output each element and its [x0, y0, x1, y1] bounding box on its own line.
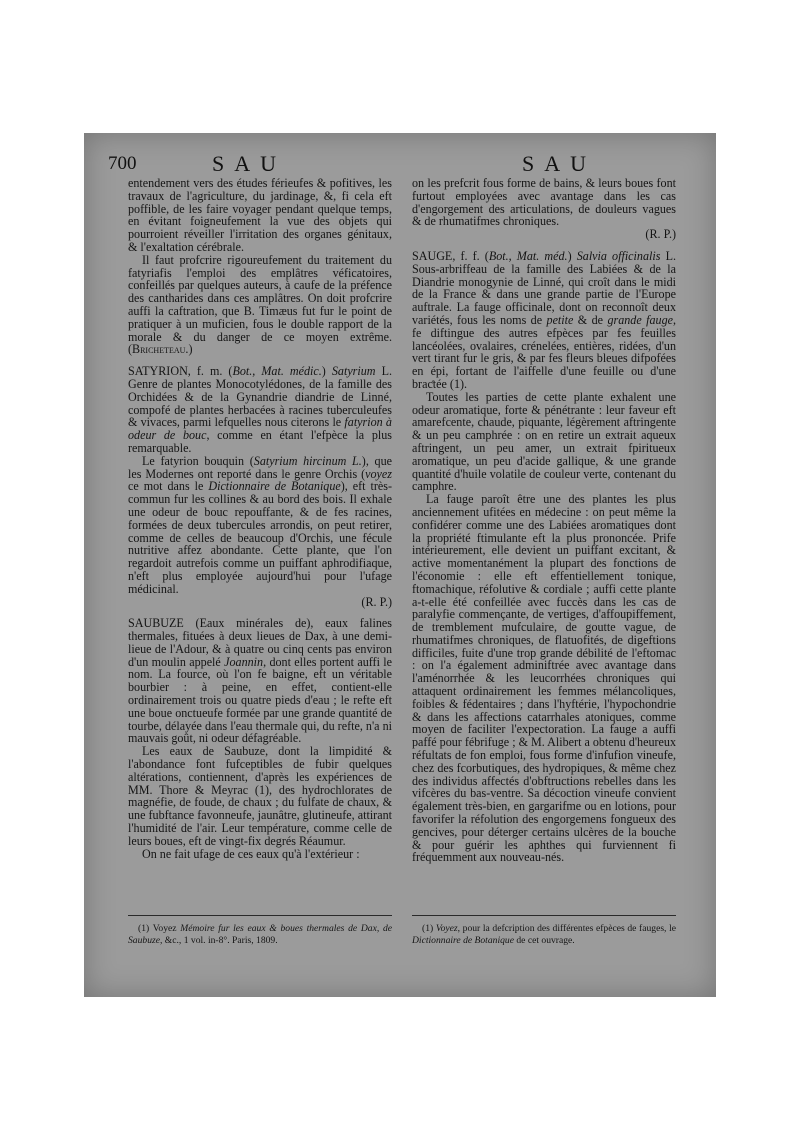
- paragraph-text: Il faut profcrire rigoureufement du traitement du fatyriafis l'emploi des emplâtres véficatoires, confeillés par quelques auteurs, à caufe de la préfence des cantharides dans ces amplâtres. On doit profcrire auffi la caftration, que B. Timæus fut fur le point de pratiquer à un muficien, fous le double rapport de la morale & du danger de ce moyen extrême.: [128, 252, 392, 344]
- paragraph: on les prefcrit fous forme de bains, & leurs boues font furtout employées avec avantage dans les cas d'engorgement des articulations, de douleurs vagues & de rhumatifmes chroniques.: [412, 176, 676, 229]
- entry-text: , dont elles portent auffi le nom. La fource, où l'on fe baigne, eft un véritable bourbier : à peine, en effet, contient-elle ordinairement trois ou quatre pieds d'eau ; le refte eft une boue onctueufe formée par une grande quantité de tourbe, délayée dans l'eau thermale qui, du refte, n'a ni mauvais goût, ni odeur défagréable.: [128, 654, 392, 746]
- italic-term: Joannin: [224, 654, 264, 669]
- author-signature: (Bricheteau.): [128, 342, 193, 357]
- text: ), eft très-commun fur les collines & au bord des bois. Il exhale une odeur de bouc repouffante, & de fes racines, formées de deux tubercules arrondis, on peut retirer, comme de celles de beaucoup d'Orchis, une fécule nutritive affez abondante. Cette plante, que l'on regardoit autrefois comme un puiffant aphrodifiaque, n'eft plus employée aujourd'hui pour l'ufage médicinal.: [128, 479, 393, 596]
- book-title: Dictionnaire de Botanique: [208, 479, 341, 494]
- right-column: [412, 177, 676, 864]
- text: Le fatyrion bouquin (: [142, 453, 254, 468]
- page-number: 700: [108, 153, 137, 174]
- cross-ref: Voyez: [435, 923, 458, 934]
- entry-text: , fe diftingue des autres efpèces par fes feuilles lancéolées, ovalaires, crénelées, entières, ridées, d'un vert tirant fur le gris, & par fes fleurs bleues difpofées en épi, fortant de l'aiffelle d'une feuille ou d'une braƈtée (1).: [412, 312, 677, 391]
- right-running-head: SAU: [522, 151, 597, 176]
- entry-saubuze: [128, 617, 392, 745]
- footnote-rule: [412, 915, 676, 916]
- entry-text: L. Sous-arbriffeau de la famille des Labiées & de la Diandrie monogynie de Linné, qui croît dans le midi de la France & dans une grande partie de l'Europe auftrale. La fauge officinale, dont on reconnoît deux variétés, fous les noms de: [412, 248, 676, 327]
- entry-category: Bot., Mat. médic.: [232, 364, 322, 379]
- paragraph: On ne fait ufage de ces eaux qu'à l'extérieur :: [142, 846, 360, 861]
- scanned-page: [84, 133, 716, 997]
- entry-headword: SAUGE, f. f. (: [412, 248, 489, 263]
- latin-name: Salvia officinalis: [576, 248, 661, 263]
- text: ), que les Modernes ont reporté dans le genre Orchis (: [128, 453, 392, 481]
- entry-bracket: ): [567, 248, 572, 263]
- entry-text: , comme en étant l'efpèce la plus remarquable.: [128, 428, 393, 455]
- paragraph: La fauge paroît être une des plantes les plus anciennement ufitées en médecine : on peut même la confidérer comme une des Labiées aromatiques dont la propriété ftimulante eft la plus prononcée. Prife intérieurement, elle devient un puiffant excitant, & active momentanément la plupart des fonctions de l'économie : elle eft effentiellement tonique, ftomachique, réfolutive & cordiale ; auffi cette plante a-t-elle été confeillée avec fuccès dans les cas de paralyfie commençante, de vertiges, d'affoupiffement, de tremblement mufculaire, de goutte vague, de rhumatifmes chroniques, de flatuofités, de digeftions difficiles, fuite d'une trop grande débilité de l'eftomac : on l'a également adminiftrée avec avantage dans l'aménorrhée & les leucorrhées chroniques qui attaquent ordinairement les femmes mélancoliques, foibles & fédentaires ; dans l'hyftérie, l'hypochondrie & dans les affections catarrhales atoniques, comme moyen de faciliter l'expectoration. La fauge a auffi paffé pour fébrifuge ; & M. Alibert a obtenu d'heureux réfultats de fon emploi, fous forme d'infufion vineufe, chez des fcorbutiques, des hydropiques, & même chez des individus affectés d'obftructions rebelles dans les vifcères du bas-ventre. Sa décoction vineufe convient également très-bien, en gargarifme ou en lotions, pour favorifer la réfolution des engorgemens fongueux des gencives, pour déterger certains ulcères de la bouche & pour guérir les aphthes qui furviennent fi fréquemment aux nouveau-nés.: [412, 492, 676, 865]
- paragraph: [128, 254, 392, 356]
- paragraph: entendement vers des études férieufes & pofitives, les travaux de l'agriculture, du jardinage, &, fi cela eft poffible, de les faire voyager pendant quelque temps, en évitant foigneufement la vue des objets qui pourroient réveiller l'irritation des organes génitaux, & l'exaltation cérébrale.: [128, 176, 392, 254]
- entry-text: L. Genre de plantes Monocotylédones, de la famille des Orchidées & de la Gynandrie diandrie de Linné, compofé de plantes herbacées à racines tuberculeufes & vivaces, parmi lefquelles nous citerons le: [128, 364, 392, 430]
- left-running-head: SAU: [212, 151, 287, 176]
- latin-name: Satyrium hircinum L.: [253, 453, 362, 468]
- text: &: [577, 312, 588, 327]
- footnote-left: [128, 923, 392, 947]
- text: , pour la defcription des différentes efpèces de fauges, le: [457, 923, 676, 934]
- text: de: [591, 312, 604, 327]
- left-column: [128, 177, 392, 860]
- italic-term: petite: [546, 312, 574, 327]
- book-title: Dictionnaire de Botanique: [412, 935, 514, 946]
- text: (1): [422, 923, 434, 934]
- author-signature: (R. P.): [645, 227, 676, 242]
- author-signature: (R. P.): [361, 594, 392, 609]
- paragraph: Les eaux de Saubuze, dont la limpidité & l'abondance font fufceptibles de fubir quelques altérations, contiennent, d'après les expériences de MM. Thore & Meyrac (1), des hydrochlorates de magnéfie, de foude, de chaux ; du fulfate de chaux, & une fubftance favonneufe, jaunâtre, glutineufe, attirant l'humidité de l'air. Leur température, comme celle de leurs boues, eft de vingt-fix degrés Réaumur.: [128, 744, 392, 848]
- text: &c., 1 vol. in-8°. Paris, 1809.: [164, 935, 278, 946]
- cross-ref: voyez: [365, 466, 392, 481]
- paragraph: [128, 455, 392, 596]
- text: de cet ouvrage.: [516, 935, 575, 946]
- italic-term: grande fauge: [607, 312, 673, 327]
- entry-headword: SAUBUZE: [128, 616, 184, 631]
- entry-satyrion: [128, 365, 392, 455]
- footnote-right: [412, 923, 676, 947]
- footnote-rule: [128, 915, 392, 916]
- entry-category: Bot., Mat. méd.: [488, 248, 568, 263]
- text: ce mot dans le: [128, 479, 204, 494]
- paragraph: Toutes les parties de cette plante exhalent une odeur aromatique, forte & pénétrante : leur faveur eft amarefcente, chaude, piquante, légèrement aftringente & un peu camphrée : on en retire un extrait aqueux aftringent, un peu amer, un extrait fpiritueux aromatique, un peu d'acide gallique, & une grande quantité d'huile volatile de couleur verte, contenant du camphre.: [412, 389, 676, 494]
- latin-name: Satyrium: [331, 364, 376, 379]
- entry-bracket: ): [321, 364, 326, 379]
- entry-text: (Eaux minérales de), eaux falines thermales, fituées à deux lieues de Dax, à une demi-lieue de l'Adour, & à quatre ou cinq cents pas environ d'un moulin appelé: [128, 616, 392, 669]
- text: (1) Voyez: [138, 923, 177, 934]
- italic-term: fatyrion à odeur de bouc: [128, 415, 392, 443]
- entry-headword: SATYRION, f. m. (: [128, 364, 233, 379]
- running-header: [84, 153, 716, 177]
- entry-sauge: [412, 250, 676, 391]
- book-title: Mémoire fur les eaux & boues thermales de Dax, de Saubuze,: [128, 923, 393, 946]
